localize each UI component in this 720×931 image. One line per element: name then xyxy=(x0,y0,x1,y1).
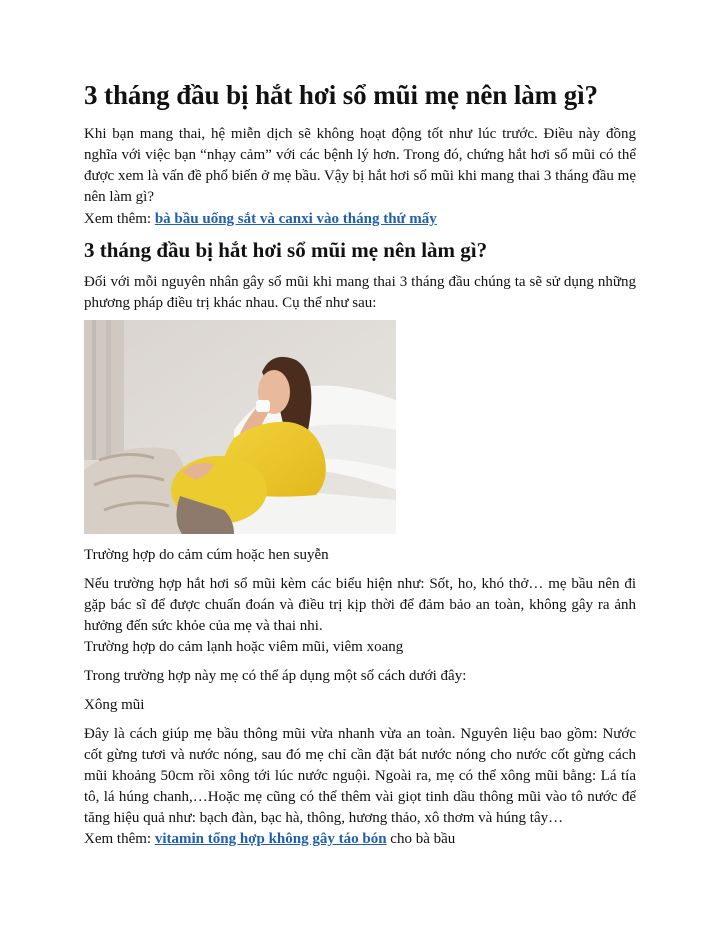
see-also-1-link[interactable]: bà bầu uống sắt và canxi vào tháng thứ mấy xyxy=(154,211,437,227)
causes-paragraph: Đối với mỗi nguyên nhân gây sổ mũi khi mang thai 3 tháng đầu chúng ta sẽ sử dụng những phương pháp điều trị khác nhau. Cụ thể như sau: xyxy=(84,274,636,311)
case-cold-heading: Trường hợp do cảm lạnh hoặc viêm mũi, viêm xoang xyxy=(84,639,404,655)
case-flu-heading: Trường hợp do cảm cúm hoặc hen suyễn xyxy=(84,547,329,563)
intro-paragraph: Khi bạn mang thai, hệ miễn dịch sẽ không hoạt động tốt như lúc trước. Điều này đồng nghĩa với việc bạn “nhạy cảm” với các bệnh lý hơn. Trong đó, chứng hắt hơi sổ mũi có thể được xem là vấn đề phổ biến ở mẹ bầu. Vậy bị hắt hơi sổ mũi khi mang thai 3 tháng đầu mẹ nên làm gì? xyxy=(84,126,636,205)
cold-paragraph: Trong trường hợp này mẹ có thể áp dụng một số cách dưới đây: xyxy=(84,668,467,684)
section-heading: 3 tháng đầu bị hắt hơi sổ mũi mẹ nên làm gì? xyxy=(84,238,488,262)
see-also-2-suffix: cho bà bầu xyxy=(386,831,456,847)
see-also-1-prefix: Xem thêm: xyxy=(84,211,155,227)
see-also-2 xyxy=(84,829,636,850)
see-also-1 xyxy=(84,209,636,230)
steam-paragraph: Đây là cách giúp mẹ bầu thông mũi vừa nhanh vừa an toàn. Nguyên liệu bao gồm: Nước cốt gừng tươi và nước nóng, sau đó mẹ chỉ cần đặt bát nước nóng cho nước cốt gừng cách mũi khoảng 50cm rồi xông tới lúc nước nguội. Ngoài ra, mẹ có thể xông mũi bằng: Lá tía tô, lá húng chanh,…Hoặc mẹ cũng có thể thêm vài giọt tinh dầu thông mũi vào tô nước để tăng hiệu quả như: bạch đàn, bạc hà, thông, hương thảo, xô thơm và húng tây… xyxy=(84,726,636,826)
steam-heading: Xông mũi xyxy=(84,697,145,713)
pregnant-woman-photo xyxy=(84,320,396,534)
see-also-2-prefix: Xem thêm: xyxy=(84,831,155,847)
article-title: 3 tháng đầu bị hắt hơi sổ mũi mẹ nên làm gì? xyxy=(84,80,598,110)
see-also-2-link[interactable]: vitamin tổng hợp không gây táo bón xyxy=(154,831,387,847)
flu-paragraph: Nếu trường hợp hắt hơi sổ mũi kèm các biểu hiện như: Sốt, ho, khó thở… mẹ bầu nên đi gặp bác sĩ để được chuẩn đoán và điều trị kịp thời để đảm bảo an toàn, không gây ra ảnh hưởng đến sức khỏe của mẹ và thai nhi. xyxy=(84,576,636,634)
